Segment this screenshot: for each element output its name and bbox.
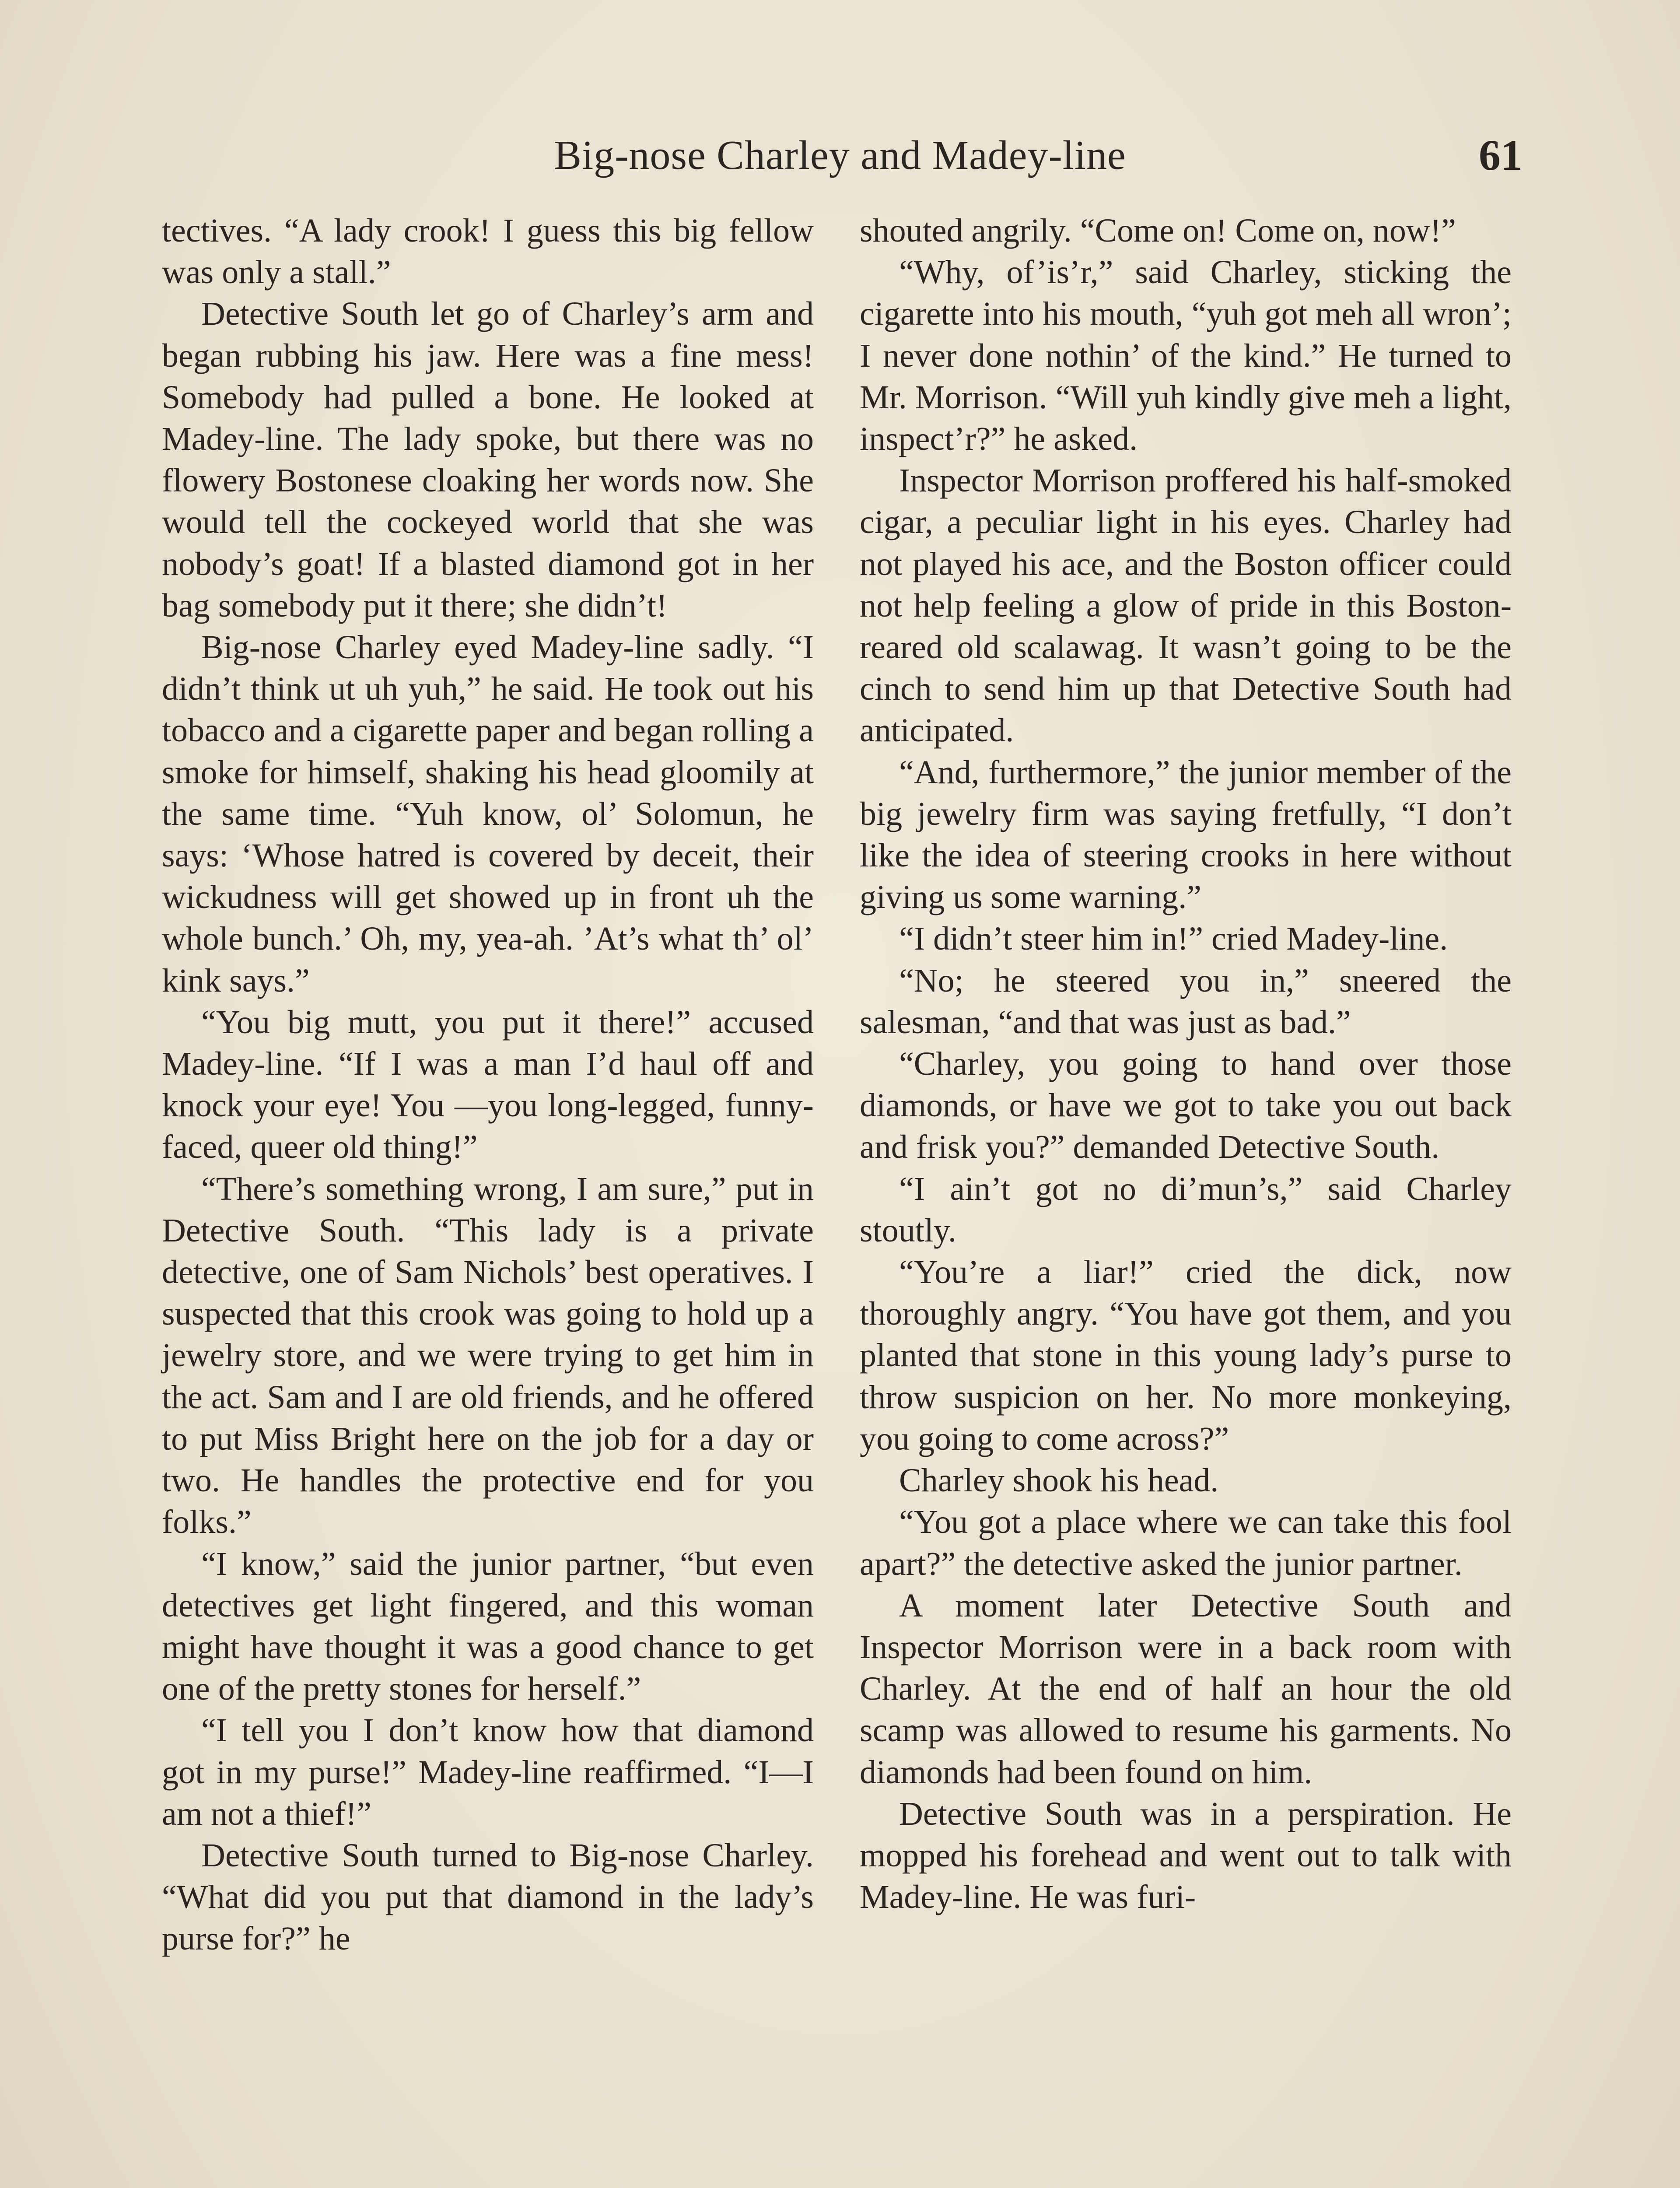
paragraph: “No; he steered you in,” sneered the salesman, “and that was just as bad.” (860, 962, 1512, 1041)
paragraph: Big-nose Charley eyed Madey-line sadly. “I didn’t think ut uh yuh,” he said. He took out his tobacco and a cigarette paper and began rolling a smoke for himself, shaking his head gloomily at the same time. “Yuh know, ol’ Solomun, he says: ‘Whose hatred is covered by deceit, their wickudness will get showed up in front uh the whole bunch.’ Oh, my, yea-ah. ’At’s what th’ ol’ kink says.” (162, 629, 814, 999)
paragraph: Detective South turned to Big-nose Charley. “What did you put that diamond in the lady’s purse for?” he (162, 1837, 814, 1957)
paragraph: shouted angrily. “Come on! Come on, now!” (860, 212, 1456, 249)
paragraph: Charley shook his head. (899, 1462, 1219, 1499)
page-header (158, 125, 1522, 186)
paragraph: “There’s something wrong, I am sure,” put in Detective South. “This lady is a private detective, one of Sam Nichols’ best operatives. I suspected that this crook was going to hold up a jewelry store, and we were trying to get him in the act. Sam and I are old friends, and he offered to put Miss Bright here on the job for a day or two. He handles the protective end for you folks.” (162, 1170, 814, 1541)
paragraph: tectives. “A lady crook! I guess this big fellow was only a stall.” (162, 212, 814, 291)
paragraph: “Why, of’is’r,” said Charley, sticking the cigarette into his mouth, “yuh got meh all wron’; I never done nothin’ of the kind.” He turned to Mr. Morrison. “Will yuh kindly give meh a light, inspect’r?” he asked. (860, 254, 1512, 458)
paragraph: “You big mutt, you put it there!” accused Madey-line. “If I was a man I’d haul off and knock your eye! You —you long-legged, funny-faced, queer old thing!” (162, 1003, 814, 1166)
paragraph: “I tell you I don’t know how that diamond got in my purse!” Madey-line reaffirmed. “I—I am not a thief!” (162, 1712, 814, 1832)
paragraph: A moment later Detective South and Inspector Morrison were in a back room with Charley. At the end of half an hour the old scamp was allowed to resume his garments. No diamonds had been found on him. (860, 1587, 1512, 1791)
paragraph: Detective South was in a perspiration. He mopped his forehead and went out to talk with Madey-line. He was furi- (860, 1795, 1512, 1916)
running-title: Big-nose Charley and Madey-line (554, 133, 1126, 178)
paragraph: Detective South let go of Charley’s arm and began rubbing his jaw. Here was a fine mess! Somebody had pulled a bone. He looked at Madey-line. The lady spoke, but there was no flowery Bostonese cloaking her words now. She would tell the cockeyed world that she was nobody’s goat! If a blasted diamond got in her bag somebody put it there; she didn’t! (162, 295, 814, 624)
paragraph: Inspector Morrison proffered his half-smoked cigar, a peculiar light in his eyes. Charley had not played his ace, and the Boston officer could not help feeling a glow of pride in this Boston-reared old scalawag. It wasn’t going to be the cinch to send him up that Detective South had anticipated. (860, 462, 1512, 749)
paragraph: “I know,” said the junior partner, “but even detectives get light fingered, and this woman might have thought it was a good chance to get one of the pretty stones for herself.” (162, 1545, 814, 1708)
paragraph: “I didn’t steer him in!” cried Madey-line. (899, 920, 1448, 957)
right-text-column (860, 210, 1512, 2188)
paragraph: “Charley, you going to hand over those diamonds, or have we got to take you out back and frisk you?” demanded Detective South. (860, 1045, 1512, 1166)
paragraph: “You got a place where we can take this fool apart?” the detective asked the junior partner. (860, 1504, 1512, 1582)
paragraph: “I ain’t got no di’mun’s,” said Charley stoutly. (860, 1170, 1512, 1249)
page-number: 61 (1479, 131, 1522, 179)
paragraph: “You’re a liar!” cried the dick, now thoroughly angry. “You have got them, and you planted that stone in this young lady’s purse to throw suspicion on her. No more monkeying, you going to come across?” (860, 1254, 1512, 1457)
left-text-column (162, 210, 814, 2188)
paragraph: “And, furthermore,” the junior member of the big jewelry firm was saying fretfully, “I don’t like the idea of steering crooks in here without giving us some warning.” (860, 754, 1512, 916)
